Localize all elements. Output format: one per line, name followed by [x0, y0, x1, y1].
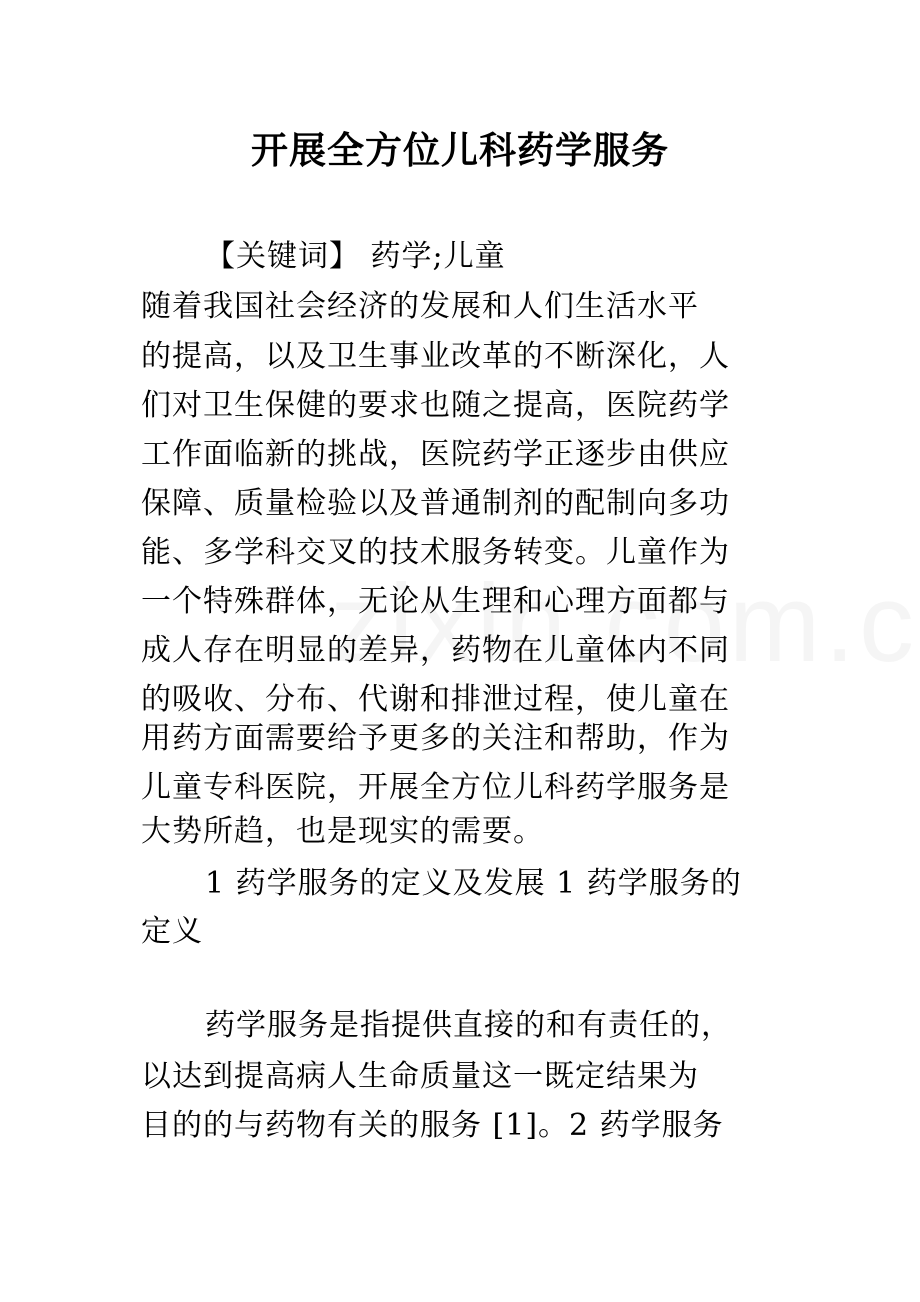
document-title: 开展全方位儿科药学服务: [251, 128, 669, 172]
paragraph-line: 一个特殊群体，无论从生理和心理方面都与: [141, 584, 730, 619]
paragraph-line: 成人存在明显的差异，药物在儿童体内不同: [141, 633, 730, 668]
paragraph-line: 们对卫生保健的要求也随之提高，医院药学: [141, 388, 730, 423]
paragraph-line: 保障、质量检验以及普通制剂的配制向多功: [141, 486, 730, 521]
section-heading-line: 1 药学服务的定义及发展 1 药学服务的: [205, 866, 742, 901]
paragraph-line: 以达到提高病人生命质量这一既定结果为: [141, 1059, 699, 1094]
paragraph-line: 药学服务是指提供直接的和有责任的，: [205, 1008, 732, 1043]
keywords-line: 【关键词】 药学;儿童: [205, 239, 506, 274]
paragraph-line: 大势所趋，也是现实的需要。: [141, 814, 544, 849]
section-heading-line: 定义: [141, 914, 203, 949]
paragraph-line: 儿童专科医院，开展全方位儿科药学服务是: [141, 770, 730, 805]
paragraph-line: 随着我国社会经济的发展和人们生活水平: [141, 289, 699, 324]
paragraph-line: 能、多学科交叉的技术服务转变。儿童作为: [141, 535, 730, 570]
paragraph-line: 的提高，以及卫生事业改革的不断深化，人: [141, 339, 730, 374]
paragraph-line: 用药方面需要给予更多的关注和帮助，作为: [141, 721, 730, 756]
paragraph-line: 工作面临新的挑战，医院药学正逐步由供应: [141, 437, 730, 472]
paragraph-line: 的吸收、分布、代谢和排泄过程，使儿童在: [141, 682, 730, 717]
paragraph-line: 目的的与药物有关的服务 [1]。2 药学服务: [141, 1108, 724, 1143]
